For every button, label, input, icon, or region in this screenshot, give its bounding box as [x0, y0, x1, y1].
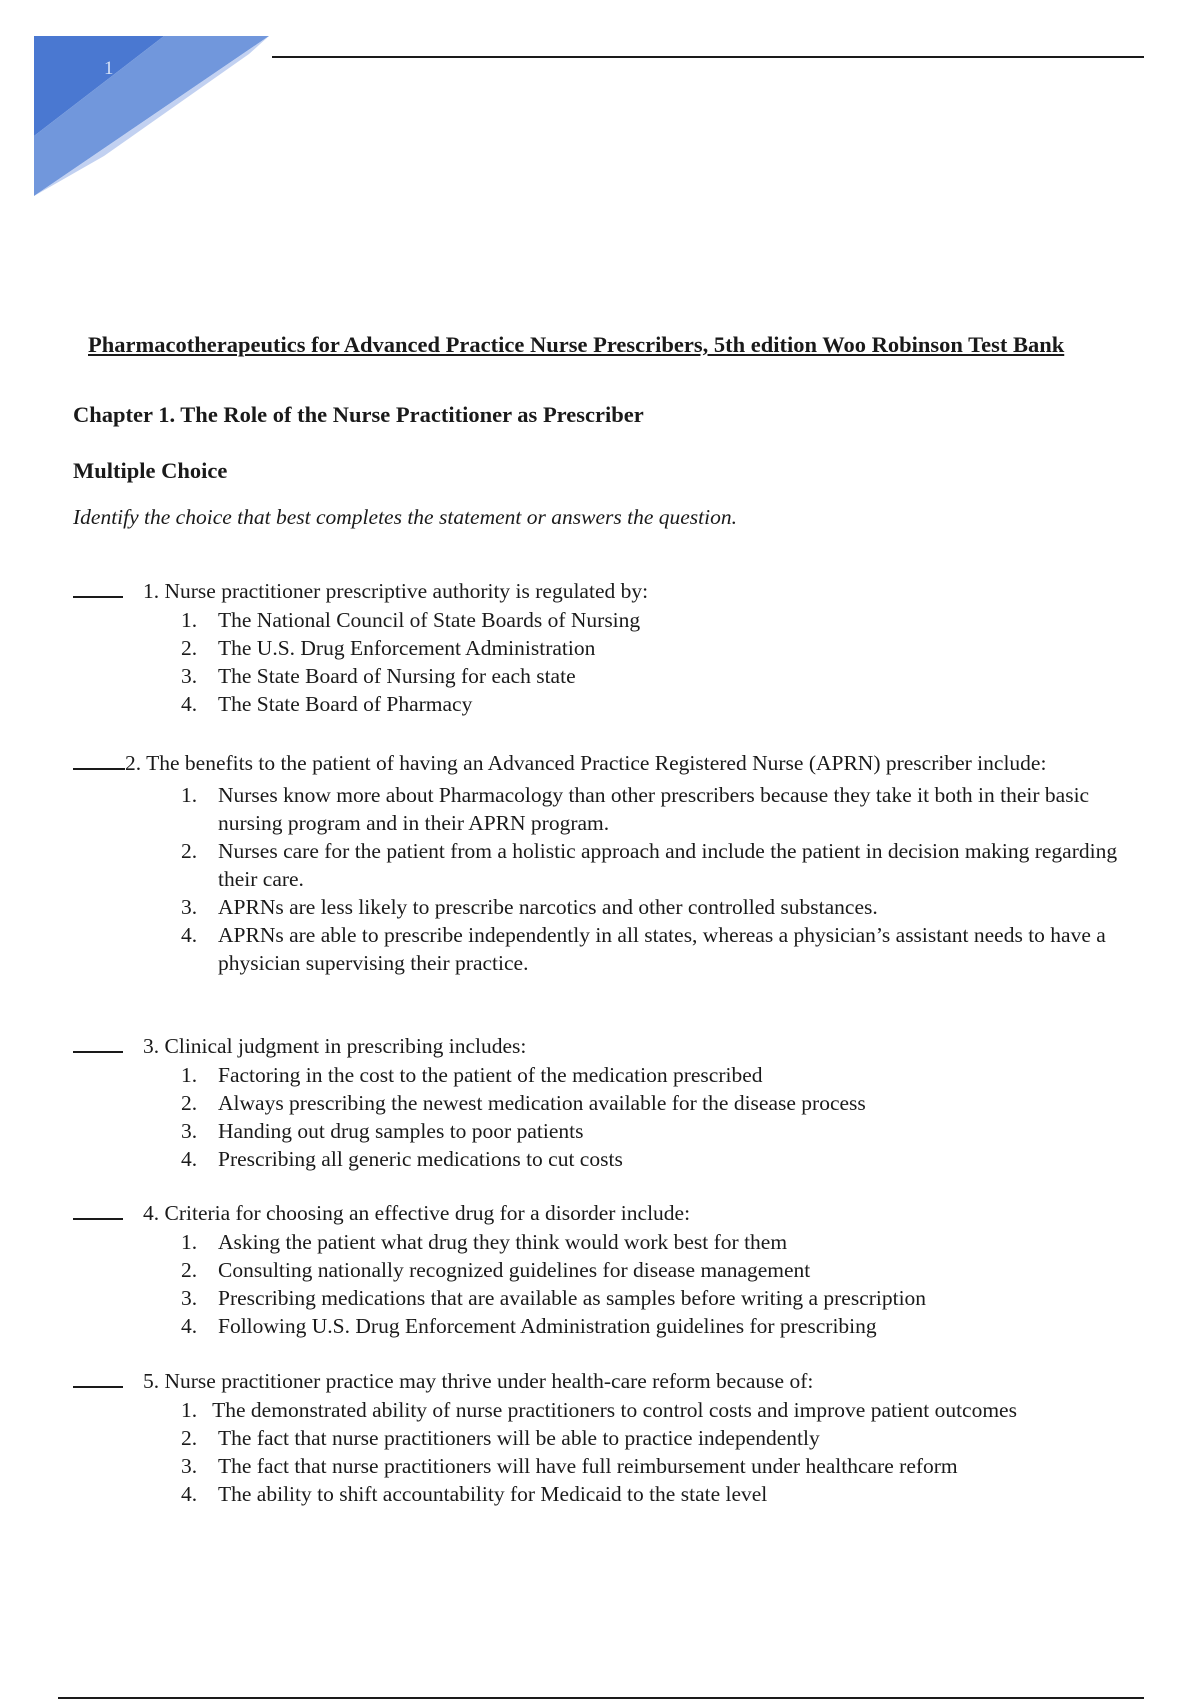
option	[73, 1424, 1128, 1452]
option-number: 3.	[181, 895, 198, 919]
option	[73, 921, 1133, 977]
option	[73, 837, 1133, 893]
question-number: 2.	[125, 751, 142, 775]
option	[73, 1089, 1128, 1117]
option-number: 1.	[181, 1398, 198, 1422]
option	[73, 893, 1133, 921]
option-list	[73, 1228, 1148, 1340]
option-number: 2.	[181, 839, 198, 863]
option-list	[73, 1396, 1148, 1508]
option-list	[73, 781, 1148, 977]
option-text: Prescribing medications that are available as samples before writing a prescription	[218, 1286, 927, 1310]
footer-rule	[58, 1697, 1144, 1699]
option-number: 4.	[181, 1314, 198, 1338]
question-4	[73, 1197, 1148, 1340]
option	[73, 606, 1128, 634]
option-number: 3.	[181, 664, 198, 688]
option	[73, 1396, 1121, 1424]
option	[73, 1145, 1128, 1173]
option-text: The State Board of Pharmacy	[218, 692, 473, 716]
option	[73, 662, 1128, 690]
option	[73, 1480, 1128, 1508]
option	[73, 1284, 1128, 1312]
option-text: Factoring in the cost to the patient of the medication prescribed	[218, 1063, 763, 1087]
option-text: The State Board of Nursing for each state	[218, 664, 576, 688]
option-text: Asking the patient what drug they think would work best for them	[218, 1230, 788, 1254]
corner-logo-graphic	[34, 36, 274, 206]
document-title: Pharmacotherapeutics for Advanced Practice Nurse Prescribers, 5th edition Woo Robinson Test Bank	[88, 332, 1065, 357]
question-text: Nurse practitioner prescriptive authority is regulated by:	[164, 579, 649, 603]
question-stem	[73, 1030, 1148, 1061]
instructions: Identify the choice that best completes the statement or answers the question.	[73, 505, 737, 529]
question-3	[73, 1030, 1148, 1173]
answer-blank[interactable]	[73, 1030, 123, 1053]
question-2	[73, 747, 1148, 977]
option	[73, 1256, 1128, 1284]
option-number: 1.	[181, 1230, 198, 1254]
option	[73, 634, 1128, 662]
question-1	[73, 575, 1148, 718]
option	[73, 690, 1128, 718]
answer-blank[interactable]	[73, 575, 123, 598]
option-text: Always prescribing the newest medication available for the disease process	[218, 1091, 866, 1115]
chapter-heading: Chapter 1. The Role of the Nurse Practitioner as Prescriber	[73, 402, 644, 427]
option-number: 4.	[181, 923, 198, 947]
question-number: 4.	[143, 1201, 160, 1225]
option-text: The U.S. Drug Enforcement Administration	[218, 636, 596, 660]
option-number: 4.	[181, 1482, 198, 1506]
option-text: The demonstrated ability of nurse practitioners to control costs and improve patient outcomes	[212, 1398, 1017, 1422]
question-text: Nurse practitioner practice may thrive under health-care reform because of:	[164, 1369, 814, 1393]
option-text: Following U.S. Drug Enforcement Administration guidelines for prescribing	[218, 1314, 877, 1338]
answer-blank[interactable]	[73, 1197, 123, 1220]
option-text: Nurses know more about Pharmacology than other prescribers because they take it both in their basic nursing program and in their APRN program.	[218, 783, 1090, 835]
option	[73, 1312, 1128, 1340]
question-text: Clinical judgment in prescribing includes:	[164, 1034, 527, 1058]
question-stem	[73, 1197, 1148, 1228]
question-number: 1.	[143, 579, 160, 603]
option-text: Handing out drug samples to poor patients	[218, 1119, 584, 1143]
question-stem	[73, 747, 1103, 777]
question-number: 5.	[143, 1369, 160, 1393]
answer-blank[interactable]	[73, 1365, 123, 1388]
option-number: 2.	[181, 1258, 198, 1282]
option	[73, 1061, 1128, 1089]
option-list	[73, 1061, 1148, 1173]
question-text: Criteria for choosing an effective drug for a disorder include:	[164, 1201, 691, 1225]
option-number: 4.	[181, 692, 198, 716]
section-heading: Multiple Choice	[73, 458, 228, 483]
question-stem	[73, 1365, 1148, 1396]
option-text: Prescribing all generic medications to cut costs	[218, 1147, 623, 1171]
option	[73, 781, 1133, 837]
option-number: 2.	[181, 1091, 198, 1115]
question-5	[73, 1365, 1148, 1508]
option-number: 3.	[181, 1119, 198, 1143]
option-text: Consulting nationally recognized guidelines for disease management	[218, 1258, 811, 1282]
option-text: The ability to shift accountability for Medicaid to the state level	[218, 1482, 768, 1506]
option-text: Nurses care for the patient from a holistic approach and include the patient in decision making regarding their care.	[218, 839, 1118, 891]
option-text: The National Council of State Boards of Nursing	[218, 608, 641, 632]
option-text: The fact that nurse practitioners will be able to practice independently	[218, 1426, 820, 1450]
option-number: 1.	[181, 1063, 198, 1087]
option	[73, 1117, 1128, 1145]
option-text: The fact that nurse practitioners will have full reimbursement under healthcare reform	[218, 1454, 958, 1478]
question-text: The benefits to the patient of having an Advanced Practice Registered Nurse (APRN) prescriber include:	[146, 751, 1047, 775]
option-number: 4.	[181, 1147, 198, 1171]
option	[73, 1452, 1128, 1480]
option-number: 2.	[181, 1426, 198, 1450]
option-number: 3.	[181, 1286, 198, 1310]
option-text: APRNs are less likely to prescribe narcotics and other controlled substances.	[218, 895, 878, 919]
answer-blank[interactable]	[73, 747, 125, 770]
question-stem	[73, 575, 1148, 606]
option-list	[73, 606, 1148, 718]
option-number: 1.	[181, 783, 198, 807]
option-number: 3.	[181, 1454, 198, 1478]
question-number: 3.	[143, 1034, 160, 1058]
page-number: 1	[104, 58, 114, 79]
option	[73, 1228, 1128, 1256]
option-number: 1.	[181, 608, 198, 632]
option-number: 2.	[181, 636, 198, 660]
option-text: APRNs are able to prescribe independently in all states, whereas a physician’s assistant needs to have a physician supervising their practice.	[218, 923, 1106, 975]
header-rule	[272, 56, 1144, 58]
